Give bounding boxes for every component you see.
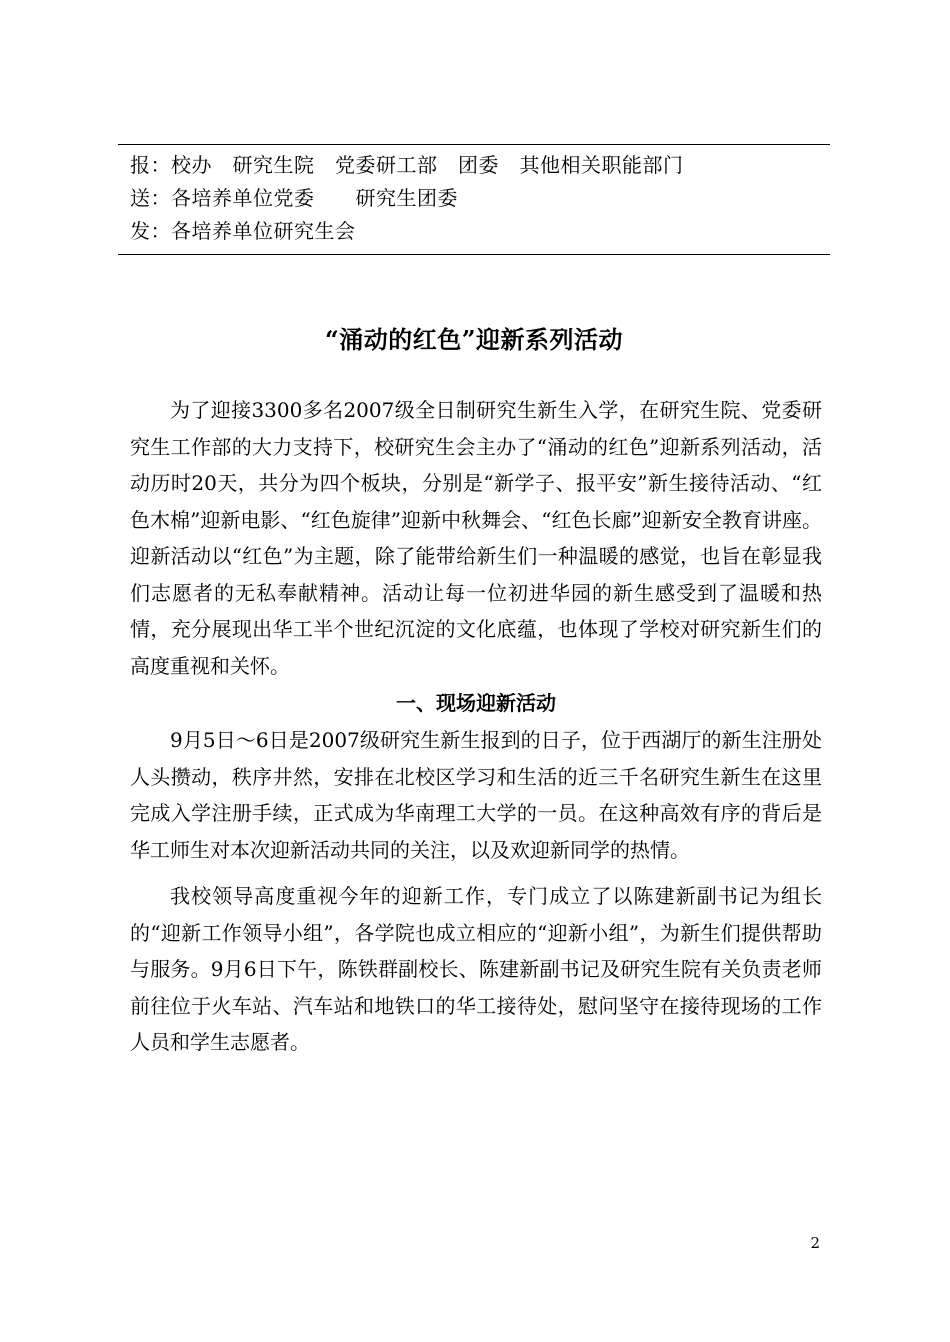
distribution-issue-line: 发：各培养单位研究生会 (130, 219, 356, 243)
document-body (130, 392, 822, 1061)
distribution-list (118, 144, 830, 255)
body-paragraph: 我校领导高度重视今年的迎新工作，专门成立了以陈建新副书记为组长的“迎新工作领导小组”，各学院也成立相应的“迎新小组”，为新生们提供帮助与服务。9月6日下午，陈铁群副校长、陈建新副书记及研究生院有关负责老师前往位于火车站、汽车站和地铁口的华工接待处，慰问坚守在接待现场的工作人员和学生志愿者。 (130, 884, 822, 1054)
section-heading: 一、现场迎新活动 (396, 691, 556, 715)
page-number: 2 (810, 1234, 820, 1252)
body-paragraph: 9月5日～6日是2007级研究生新生报到的日子，位于西湖厅的新生注册处人头攒动，秩序井然，安排在北校区学习和生活的近三千名研究生新生在这里完成入学注册手续，正式成为华南理工大学的一员。在这种高效有序的背后是华工师生对本次迎新活动共同的关注，以及欢迎新同学的热情。 (130, 728, 822, 862)
distribution-send-line: 送：各培养单位党委 研究生团委 (130, 186, 458, 210)
distribution-report-line: 报：校办 研究生院 党委研工部 团委 其他相关职能部门 (130, 153, 684, 177)
intro-paragraph: 为了迎接3300多名2007级全日制研究生新生入学，在研究生院、党委研究生工作部的大力支持下，校研究生会主办了“涌动的红色”迎新系列活动，活动历时20天，共分为四个板块，分别是“新学子、报平安”新生接待活动、“红色木棉”迎新电影、“红色旋律”迎新中秋舞会、“红色长廊”迎新安全教育讲座。迎新活动以“红色”为主题，除了能带给新生们一种温暖的感觉，也旨在彰显我们志愿者的无私奉献精神。活动让每一位初进华园的新生感受到了温暖和热情，充分展现出华工半个世纪沉淀的文化底蕴，也体现了学校对研究新生们的高度重视和关怀。 (130, 398, 822, 678)
document-title: “涌动的红色”迎新系列活动 (324, 325, 624, 354)
